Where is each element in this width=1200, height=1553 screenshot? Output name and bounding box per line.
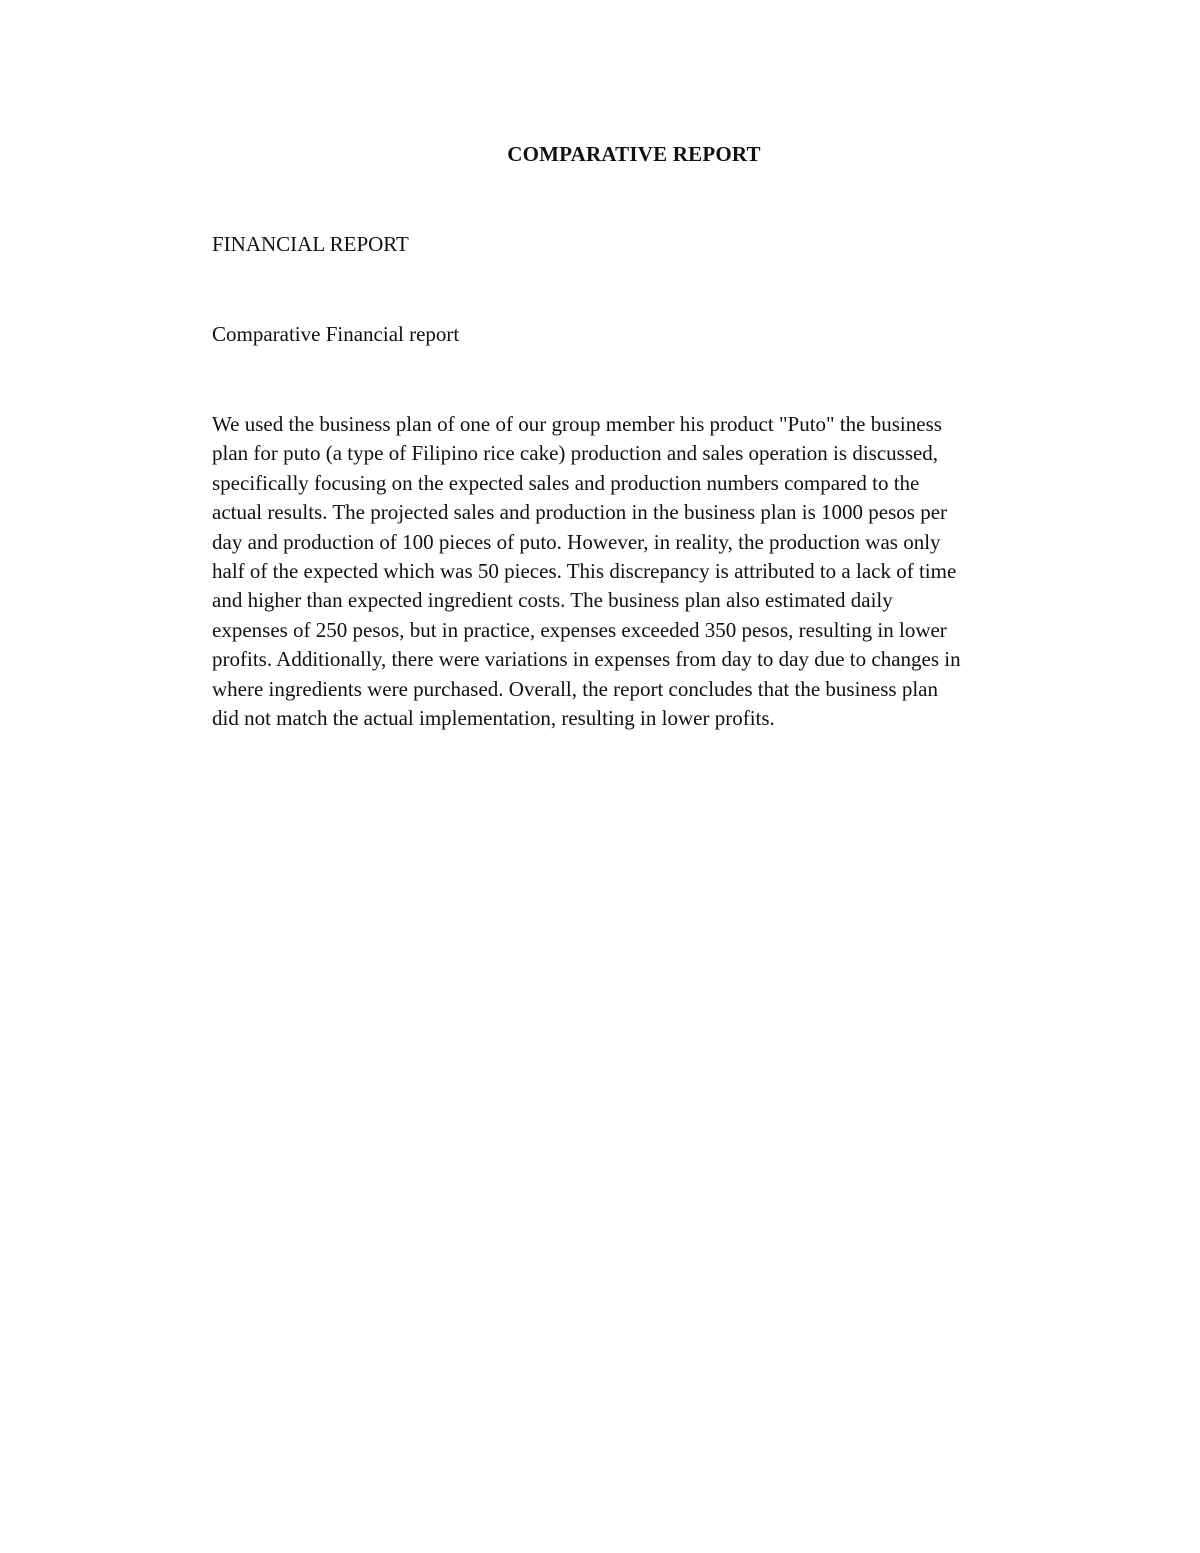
- body-paragraph: [212, 410, 1057, 733]
- subheading: Comparative Financial report: [212, 322, 460, 346]
- body-line: profits. Additionally, there were variations in expenses from day to day due to changes in: [212, 647, 961, 672]
- body-line: half of the expected which was 50 pieces. This discrepancy is attributed to a lack of time: [212, 559, 957, 584]
- section-heading: FINANCIAL REPORT: [212, 232, 409, 256]
- body-line: where ingredients were purchased. Overall, the report concludes that the business plan: [212, 676, 938, 701]
- body-line: actual results. The projected sales and production in the business plan is 1000 pesos per: [212, 500, 948, 525]
- document-title: COMPARATIVE REPORT: [507, 142, 761, 166]
- body-line: day and production of 100 pieces of puto. However, in reality, the production was only: [212, 529, 941, 554]
- body-line: specifically focusing on the expected sales and production numbers compared to the: [212, 470, 920, 495]
- body-line: expenses of 250 pesos, but in practice, expenses exceeded 350 pesos, resulting in lower: [212, 617, 947, 642]
- body-line: We used the business plan of one of our group member his product "Puto" the business: [212, 412, 942, 436]
- body-line: and higher than expected ingredient costs. The business plan also estimated daily: [212, 588, 893, 613]
- body-line: did not match the actual implementation, resulting in lower profits.: [212, 706, 775, 731]
- body-line: plan for puto (a type of Filipino rice cake) production and sales operation is discussed,: [212, 441, 939, 466]
